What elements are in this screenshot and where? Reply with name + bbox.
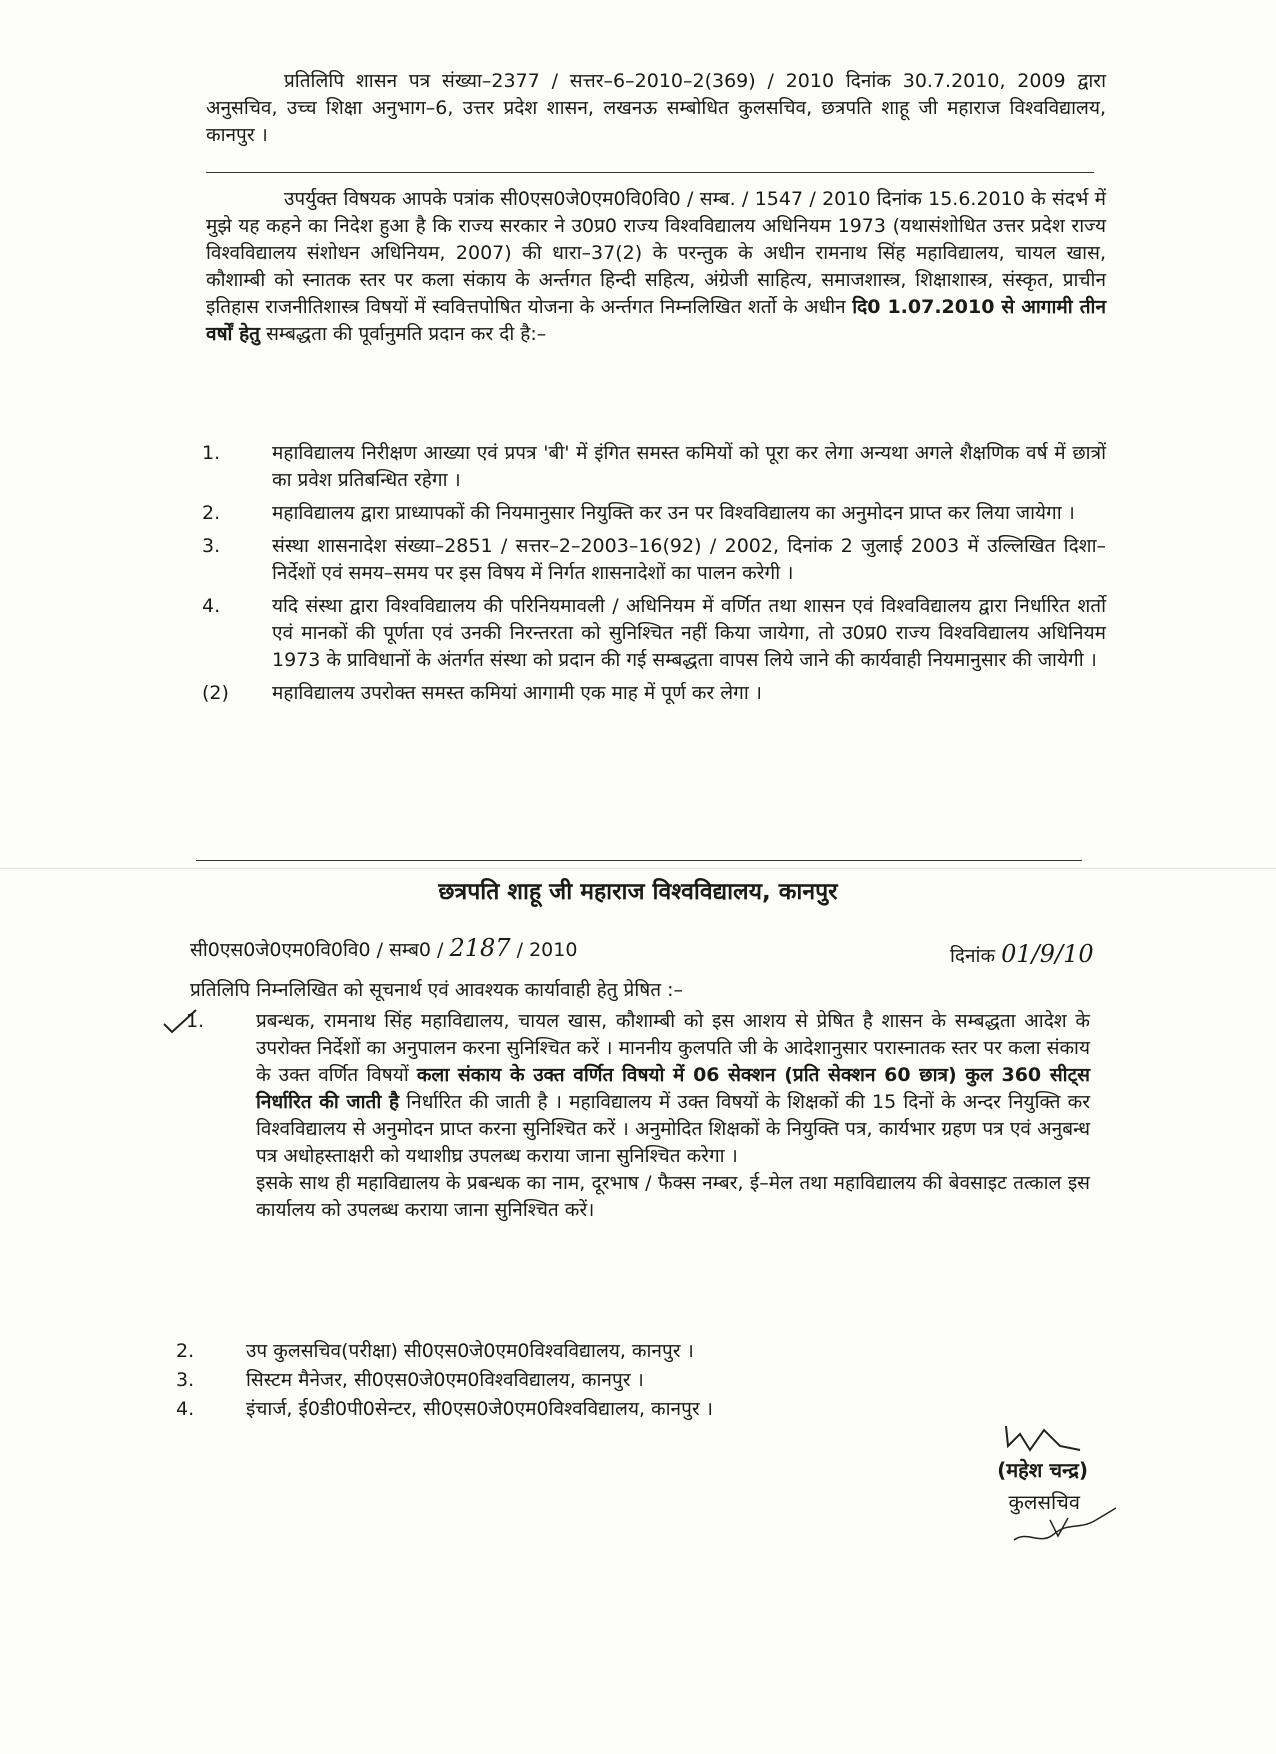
- date-label: दिनांक: [950, 945, 996, 967]
- initials-scribble-icon: [1010, 1490, 1120, 1550]
- section-divider: [196, 860, 1082, 861]
- reference-date: [950, 940, 1094, 968]
- recipient-text-a: प्रबन्धक, रामनाथ सिंह महाविद्यालय, चायल खास, कौशाम्बी को इस आशय से प्रेषित है शासन के सम्बद्धता आदेश के उपरोक्त निर्देशों का अनुपालन करना सुनिश्चित करें । माननीय कुलपति जी के आदेशानुसार परास्नातक स्तर पर कला संकाय के उक्त वर्णित विषयों: [256, 1010, 1090, 1086]
- condition-item: [202, 680, 1106, 707]
- recipient-text: उप कुलसचिव(परीक्षा) सी0एस0जे0एम0विश्वविद्यालय, कानपुर ।: [246, 1340, 694, 1362]
- recipient-text-c: इसके साथ ही महाविद्यालय के प्रबन्धक का नाम, दूरभाष / फैक्स नम्बर, ई–मेल तथा महाविद्यालय की बेवसाइट तत्काल इस कार्यालय को उपलब्ध कराया जाना सुनिश्चित करें।: [256, 1172, 1090, 1221]
- condition-text: महाविद्यालय उपरोक्त समस्त कमियां आगामी एक माह में पूर्ण कर लेगा ।: [272, 682, 762, 704]
- signatory-title: कुलसचिव: [1008, 1490, 1080, 1514]
- reference-number: [190, 934, 577, 962]
- condition-number: 1.: [202, 442, 221, 464]
- recipient-number: 1.: [186, 1010, 205, 1032]
- condition-text: महाविद्यालय द्वारा प्राध्यापकों की नियमानुसार नियुक्ति कर उन पर विश्वविद्यालय का अनुमोदन प्राप्त कर लिया जायेगा ।: [272, 502, 1075, 524]
- header-copy-block: [206, 68, 1106, 149]
- recipient-text: इंचार्ज, ई0डी0पी0सेन्टर, सी0एस0जे0एम0विश्वविद्यालय, कानपुर ।: [246, 1398, 713, 1420]
- handwritten-letter-number: 2187: [449, 934, 511, 962]
- recipient-block: [186, 1008, 1091, 1230]
- recipient-number: 3.: [176, 1369, 195, 1391]
- condition-text: यदि संस्था द्वारा विश्वविद्यालय की परिनियमावली / अधिनियम में वर्णित तथा शासन एवं विश्वविद्यालय द्वारा निर्धारित शर्तो एवं मानकों की पूर्णता एवं उनकी निरन्तरता को सुनिश्चित नहीं किया जायेगा, तो उ0प्र0 राज्य विश्वविद्यालय अधिनियम 1973 के प्राविधानों के अंतर्गत संस्था को प्रदान की गई सम्बद्धता वापस लिये जाने की कार्यवाही नियमानुसार की जायेगी ।: [272, 595, 1106, 671]
- handwritten-date: 01/9/10: [1001, 940, 1094, 968]
- condition-text: महाविद्यालय निरीक्षण आख्या एवं प्रपत्र 'बी' में इंगित समस्त कमियों को पूरा कर लेगा अन्यथा अगले शैक्षणिक वर्ष में छात्रों का प्रवेश प्रतिबन्धित रहेगा ।: [272, 442, 1106, 491]
- reference-suffix: / 2010: [516, 939, 578, 961]
- university-heading: छत्रपति शाहू जी महाराज विश्वविद्यालय, कानपुर: [438, 879, 838, 905]
- recipient-text: सिस्टम मैनेजर, सी0एस0जे0एम0विश्वविद्यालय, कानपुर ।: [246, 1369, 644, 1391]
- condition-item: [202, 593, 1106, 674]
- condition-item: [202, 440, 1106, 494]
- reference-prefix: सी0एस0जे0एम0वि0वि0 / सम्ब0 /: [190, 939, 444, 961]
- main-paragraph-bold: दि0 1.07.2010 से आगामी तीन वर्षों हेतु: [206, 296, 1106, 345]
- header-divider: [206, 172, 1094, 173]
- conditions-list: [202, 440, 1106, 713]
- recipient-number: 4.: [176, 1398, 195, 1420]
- main-paragraph-block: [206, 186, 1106, 348]
- recipient-number: 2.: [176, 1340, 195, 1362]
- signature-scribble-icon: [1000, 1420, 1090, 1460]
- condition-number: 2.: [202, 502, 221, 524]
- recipient-text: [256, 1008, 1090, 1170]
- recipients-rest: [176, 1338, 1080, 1429]
- main-paragraph-part1: उपर्युक्त विषयक आपके पत्रांक सी0एस0जे0एम0वि0वि0 / सम्ब. / 1547 / 2010 दिनांक 15.6.2010 के संदर्भ में मुझे यह कहने का निदेश हुआ है कि राज्य सरकार ने उ0प्र0 राज्य विश्वविद्यालय अधिनियम 1973 (यथासंशोधित उत्तर प्रदेश राज्य विश्वविद्यालय संशोधन अधिनियम, 2007) की धारा–37(2) के परन्तुक के अधीन रामनाथ सिंह महाविद्यालय, चायल खास, कौशाम्बी को स्नातक स्तर पर कला संकाय के अर्न्तगत हिन्दी सहित्य, अंग्रेजी साहित्य, समाजशास्त्र, शिक्षाशास्त्र, संस्कृत, प्राचीन इतिहास राजनीतिशास्त्र विषयों में स्ववित्तपोषित योजना के अर्न्तगत निम्नलिखित शर्तो के अधीन: [206, 188, 1106, 318]
- recipient-item: [176, 1367, 1080, 1394]
- condition-text: संस्था शासनादेश संख्या–2851 / सत्तर–2–2003–16(92) / 2002, दिनांक 2 जुलाई 2003 में उल्लिखित दिशा–निर्देशों एवं समय–समय पर इस विषय में निर्गत शासनादेशों का पालन करेगी ।: [272, 535, 1106, 584]
- condition-number: 4.: [202, 595, 221, 617]
- recipient-item: [176, 1338, 1080, 1365]
- condition-number: (2): [202, 682, 229, 704]
- forward-line: प्रतिलिपि निम्नलिखित को सूचनार्थ एवं आवश्यक कार्यावाही हेतु प्रेषित :–: [190, 979, 684, 1001]
- condition-item: [202, 500, 1106, 527]
- header-copy-text: प्रतिलिपि शासन पत्र संख्या–2377 / सत्तर–6–2010–2(369) / 2010 दिनांक 30.7.2010, 2009 द्वारा अनुसचिव, उच्च शिक्षा अनुभाग–6, उत्तर प्रदेश शासन, लखनऊ सम्बोधित कुलसचिव, छत्रपति शाहू जी महाराज विश्वविद्यालय, कानपुर ।: [206, 70, 1106, 146]
- condition-item: [202, 533, 1106, 587]
- recipient-text-b: निर्धारित की जाती है । महाविद्यालय में उक्त विषयों के शिक्षकों की 15 दिनों के अन्दर नियुक्ति कर विश्वविद्यालय से अनुमोदन प्राप्त करना सुनिश्चित करें । अनुमोदित शिक्षकों के नियुक्ति पत्र, कार्यभार ग्रहण पत्र एवं अनुबन्ध पत्र अधोहस्ताक्षरी को यथाशीघ्र उपलब्ध कराया जाना सुनिश्चित करेगा ।: [256, 1091, 1091, 1167]
- recipient-text-bold: कला संकाय के उक्त वर्णित विषयो में 06 सेक्शन (प्रति सेक्शन 60 छात्र) कुल 360 सीट्स निर्धारित की जाती है: [256, 1064, 1090, 1113]
- signatory-name: (महेश चन्द्र): [997, 1458, 1088, 1482]
- main-paragraph-part2: सम्बद्धता की पूर्वानुमति प्रदान कर दी है:–: [266, 323, 547, 345]
- recipient-item: [186, 1008, 1091, 1224]
- main-paragraph: [206, 186, 1106, 348]
- condition-number: 3.: [202, 535, 221, 557]
- paper-fold-line: [0, 868, 1276, 869]
- recipient-item: [176, 1396, 1080, 1423]
